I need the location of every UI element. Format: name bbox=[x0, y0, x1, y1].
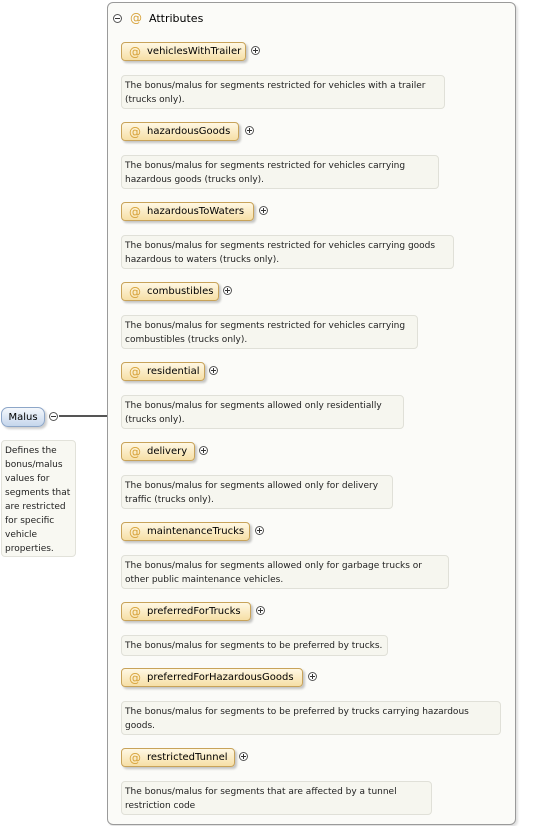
attribute-node-residential[interactable] bbox=[121, 362, 205, 381]
attributes-group-title: @ Attributes bbox=[130, 11, 204, 25]
attribute-icon: @ bbox=[129, 124, 141, 139]
attribute-node-preferred-for-hazardous-goods[interactable] bbox=[121, 668, 303, 687]
attribute-description: The bonus/malus for segments to be preferred by trucks. bbox=[121, 635, 388, 656]
attribute-icon: @ bbox=[129, 364, 141, 379]
expand-icon[interactable] bbox=[239, 752, 248, 761]
attribute-name: maintenanceTrucks bbox=[147, 526, 245, 537]
attribute-node-preferred-for-trucks[interactable] bbox=[121, 602, 251, 621]
collapse-icon[interactable] bbox=[113, 14, 122, 23]
expand-icon[interactable] bbox=[199, 446, 208, 455]
attribute-name: preferredForTrucks bbox=[147, 606, 241, 617]
attribute-icon: @ bbox=[129, 670, 141, 685]
attribute-icon: @ bbox=[130, 11, 142, 25]
attribute-name: residential bbox=[147, 366, 200, 377]
attribute-name: combustibles bbox=[147, 286, 214, 297]
attribute-description: The bonus/malus for segments allowed only for delivery traffic (trucks only). bbox=[121, 475, 393, 509]
attribute-description: The bonus/malus for segments allowed only for garbage trucks or other public maintenance vehicles. bbox=[121, 555, 449, 589]
expand-icon[interactable] bbox=[251, 46, 260, 55]
attribute-description: The bonus/malus for segments restricted for vehicles with a trailer (trucks only). bbox=[121, 75, 445, 109]
attribute-name: hazardousToWaters bbox=[147, 206, 245, 217]
element-connector-line bbox=[59, 415, 107, 417]
attribute-description: The bonus/malus for segments allowed only residentially (trucks only). bbox=[121, 395, 404, 429]
expand-icon[interactable] bbox=[256, 606, 265, 615]
expand-icon[interactable] bbox=[308, 672, 317, 681]
collapse-icon[interactable] bbox=[49, 412, 58, 421]
attribute-icon: @ bbox=[129, 524, 141, 539]
attribute-icon: @ bbox=[129, 44, 141, 59]
attribute-node-hazardous-to-waters[interactable] bbox=[121, 202, 254, 221]
expand-icon[interactable] bbox=[245, 126, 254, 135]
attribute-name: preferredForHazardousGoods bbox=[147, 672, 294, 683]
attribute-description: The bonus/malus for segments that are affected by a tunnel restriction code bbox=[121, 781, 432, 815]
malus-element-description: Defines the bonus/malus values for segments that are restricted for specific vehicle properties. bbox=[1, 440, 76, 557]
attribute-description: The bonus/malus for segments restricted for vehicles carrying combustibles (trucks only). bbox=[121, 315, 418, 349]
expand-icon[interactable] bbox=[223, 286, 232, 295]
attribute-icon: @ bbox=[129, 204, 141, 219]
malus-element-label: Malus bbox=[8, 411, 38, 423]
attribute-node-hazardous-goods[interactable] bbox=[121, 122, 239, 141]
attribute-node-combustibles[interactable] bbox=[121, 282, 219, 301]
attribute-node-maintenance-trucks[interactable] bbox=[121, 522, 250, 541]
attribute-node-restricted-tunnel[interactable] bbox=[121, 748, 235, 767]
attribute-icon: @ bbox=[129, 284, 141, 299]
attribute-name: restrictedTunnel bbox=[147, 752, 228, 763]
expand-icon[interactable] bbox=[209, 366, 218, 375]
expand-icon[interactable] bbox=[259, 206, 268, 215]
attribute-icon: @ bbox=[129, 604, 141, 619]
expand-icon[interactable] bbox=[255, 526, 264, 535]
attributes-group-header bbox=[113, 10, 203, 26]
attribute-name: delivery bbox=[147, 446, 188, 457]
attribute-node-vehicles-with-trailer[interactable] bbox=[121, 42, 246, 61]
attribute-name: vehiclesWithTrailer bbox=[147, 46, 242, 57]
attribute-description: The bonus/malus for segments restricted for vehicles carrying hazardous goods (trucks only). bbox=[121, 155, 439, 189]
attribute-node-delivery[interactable] bbox=[121, 442, 195, 461]
attribute-name: hazardousGoods bbox=[147, 126, 231, 137]
attribute-icon: @ bbox=[129, 750, 141, 765]
attribute-description: The bonus/malus for segments restricted for vehicles carrying goods hazardous to waters (trucks only). bbox=[121, 235, 454, 269]
malus-element-node[interactable] bbox=[1, 407, 45, 427]
attribute-description: The bonus/malus for segments to be preferred by trucks carrying hazardous goods. bbox=[121, 701, 501, 735]
attribute-icon: @ bbox=[129, 444, 141, 459]
